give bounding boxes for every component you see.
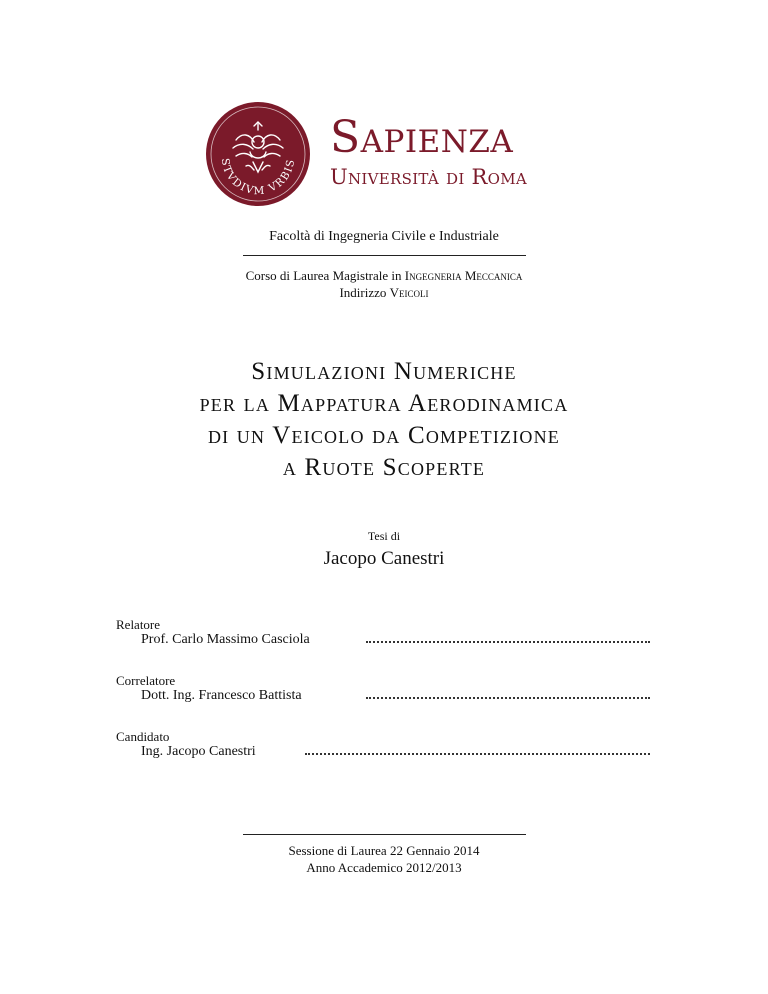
- candidate-name: Ing. Jacopo Canestri: [141, 744, 256, 759]
- thesis-title: [0, 356, 768, 484]
- sapienza-seal-icon: [206, 102, 310, 206]
- course-prefix: Corso di Laurea Magistrale in: [245, 268, 405, 283]
- supervisor-name: Prof. Carlo Massimo Casciola: [141, 632, 310, 647]
- title-line: a Ruote Scoperte: [282, 454, 486, 481]
- academic-year: Anno Accademico 2012/2013: [306, 860, 462, 875]
- supervisor-signature-line: [366, 641, 650, 643]
- faculty-name: Facoltà di Ingegneria Civile e Industriale: [269, 229, 499, 244]
- graduation-session: Sessione di Laurea 22 Gennaio 2014: [288, 843, 480, 858]
- co-supervisor-signature-line: [366, 697, 650, 699]
- university-logo: [206, 102, 566, 206]
- title-line: per la Mappatura Aerodinamica: [199, 390, 569, 417]
- title-line: di un Veicolo da Competizione: [207, 422, 561, 449]
- course-name: Ingegneria Meccanica: [404, 268, 523, 283]
- wordmark-sapienza: Sapienza: [330, 112, 514, 163]
- candidate-signature-line: [305, 753, 650, 755]
- co-supervisor-name: Dott. Ing. Francesco Battista: [141, 688, 302, 703]
- address-prefix: Indirizzo: [339, 285, 390, 300]
- candidate-label: Candidato: [116, 729, 170, 744]
- title-line: Simulazioni Numeriche: [251, 358, 517, 385]
- supervisor-label: Relatore: [116, 617, 161, 632]
- thesis-of-label: Tesi di: [367, 529, 401, 543]
- co-supervisor-label: Correlatore: [116, 673, 176, 688]
- divider-top: [243, 255, 526, 256]
- seal-text: STVDIVM VRBIS: [218, 157, 298, 198]
- author-name: Jacopo Canestri: [323, 548, 445, 569]
- course-line: [0, 268, 768, 284]
- address-name: Veicoli: [389, 285, 429, 300]
- divider-bottom: [243, 834, 526, 835]
- wordmark-universita: Università di Roma: [330, 165, 528, 189]
- address-line: [0, 285, 768, 301]
